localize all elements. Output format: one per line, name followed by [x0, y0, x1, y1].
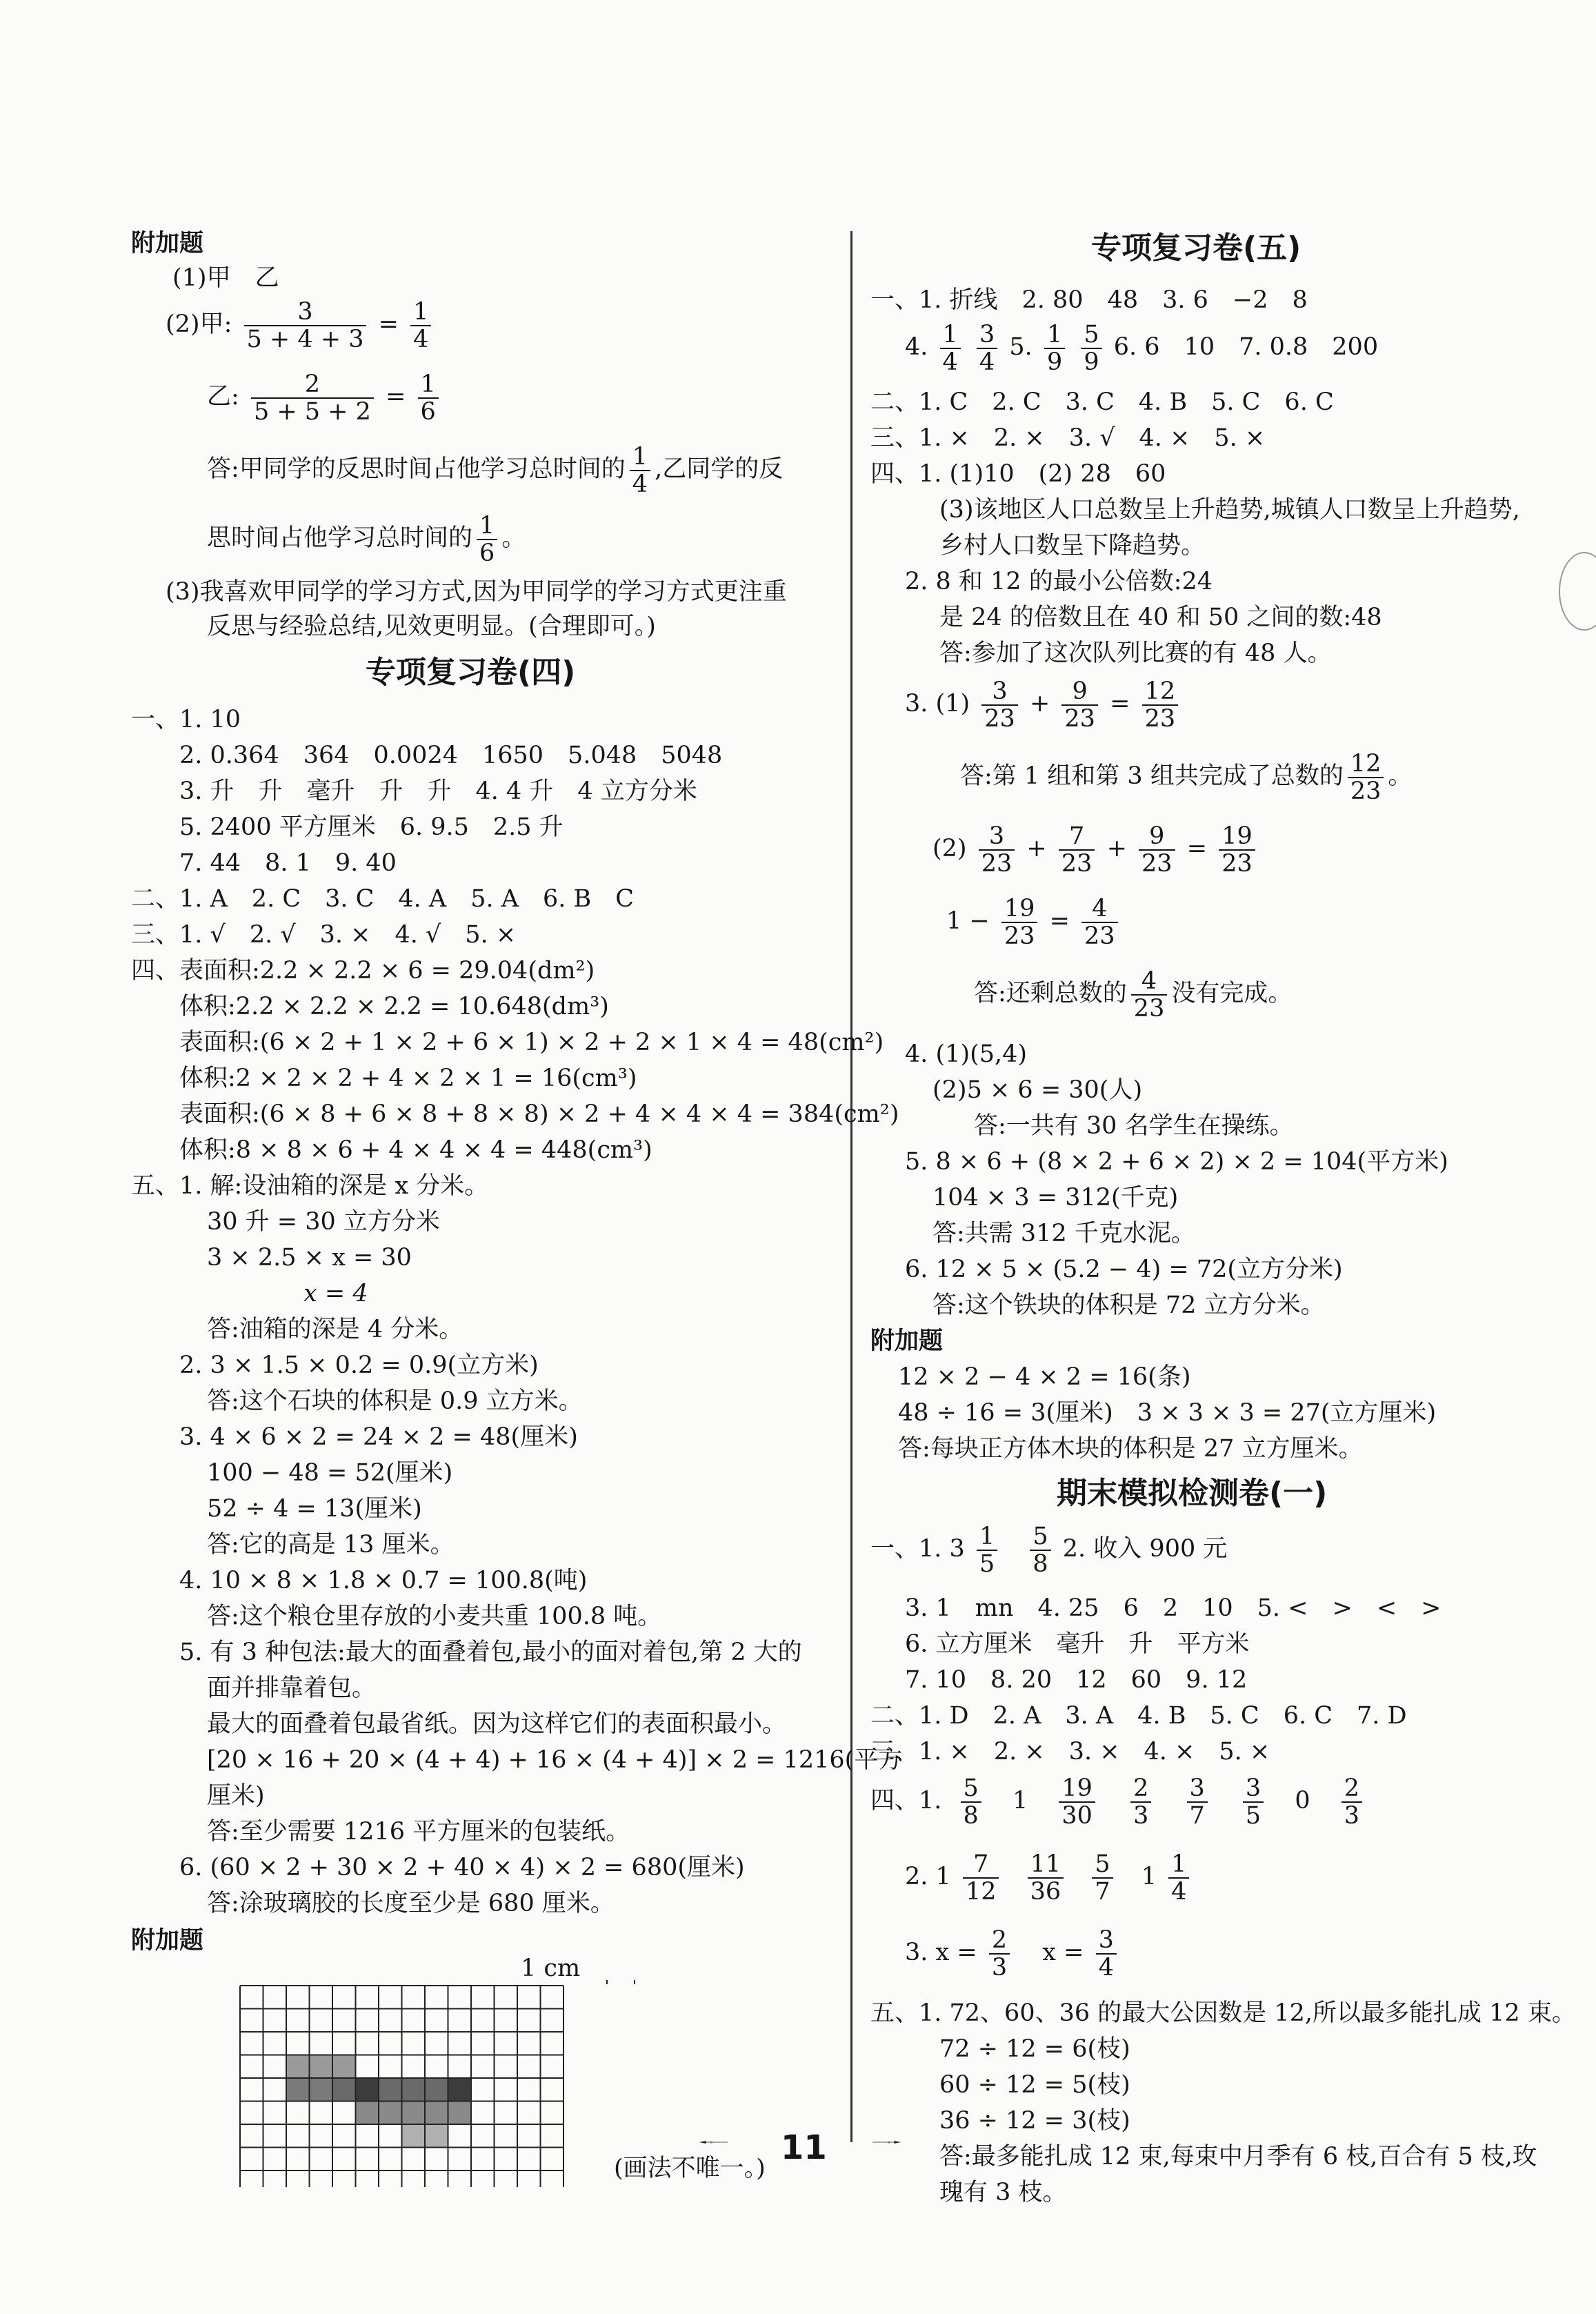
answer-line: 五、1. 72、60、36 的最大公因数是 12,所以最多能扎成 12 束。 [870, 1999, 1576, 2027]
fraction: $\frac{2}{3}$ [1341, 1775, 1362, 1829]
fraction: $\frac{5}{8}$ [961, 1775, 981, 1829]
answer-line: 1 − $\frac{19}{23}$ = $\frac{4}{23}$ [946, 890, 1122, 952]
fraction: $\frac{19}{23}$ [1219, 823, 1255, 877]
answer-line: 体积:2 × 2 × 2 + 4 × 2 × 1 = 16(cm³) [179, 1065, 637, 1092]
fraction: $\frac{5}{9}$ [1081, 322, 1101, 375]
answer-line: 三、1. × 2. × 3. √ 4. × 5. × [870, 424, 1266, 452]
answer-line: 一、1. 10 [131, 706, 241, 733]
answer-line: 2. 0.364 364 0.0024 1650 5.048 5048 [179, 742, 723, 769]
answer-line: 答:这个铁块的体积是 72 立方分米。 [932, 1292, 1325, 1319]
fraction: $\frac{3}{7}$ [1187, 1775, 1208, 1829]
answer-line: 一、1. 3 $\frac{1}{5}$ $\frac{5}{8}$ 2. 收入 900 元 [870, 1522, 1228, 1578]
fraction: $\frac{9}{23}$ [1061, 678, 1098, 732]
answer-line: [20 × 16 + 20 × (4 + 4) + 16 × (4 + 4)] × 2 = 1216(平方 [207, 1746, 903, 1774]
answer-line: 104 × 3 = 312(千克) [932, 1184, 1179, 1212]
shaded-cell [356, 2078, 379, 2102]
fraction: $\frac{1}{4}$ [630, 444, 650, 497]
answer-line: 是 24 的倍数且在 40 和 50 之间的数:48 [939, 604, 1382, 631]
answer-line: 四、1. (1)10 (2) 28 60 [870, 460, 1166, 488]
answer-line: 36 ÷ 12 = 3(枝) [939, 2107, 1130, 2135]
answer-line: 表面积:(6 × 8 + 6 × 8 + 8 × 8) × 2 + 4 × 4 × 4 = 384(cm²) [179, 1100, 899, 1128]
section-title: 期末模拟检测卷(一) [1057, 1476, 1328, 1511]
answer-line: 72 ÷ 12 = 6(枝) [939, 2035, 1130, 2063]
answer-line: 表面积:(6 × 2 + 1 × 2 + 6 × 1) × 2 + 2 × 1 × 4 = 48(cm²) [179, 1029, 884, 1056]
answer-line: 答:一共有 30 名学生在操练。 [974, 1112, 1294, 1140]
shaded-cell [310, 2078, 333, 2102]
answer-line: 3. 1 mn 4. 25 6 2 10 5. < > < > [905, 1594, 1442, 1622]
edge-stamp [1559, 552, 1596, 631]
fraction: $\frac{19}{23}$ [1001, 896, 1038, 949]
answer-line: 答:甲同学的反思时间占他学习总时间的 $\frac{1}{4}$ ,乙同学的反 [207, 442, 784, 498]
answer-line: 60 ÷ 12 = 5(枝) [939, 2071, 1130, 2099]
answer-line: 二、1. D 2. A 3. A 4. B 5. C 6. C 7. D [870, 1702, 1407, 1730]
shaded-cell [425, 2078, 448, 2102]
fraction: $\frac{1}{9}$ [1044, 322, 1065, 375]
fraction: $\frac{5}{7}$ [1092, 1851, 1113, 1905]
grid-note: (画法不唯一。) [614, 2155, 766, 2182]
fraction: $\frac{12}{23}$ [1142, 678, 1179, 732]
page-number: 11 [781, 2128, 827, 2167]
answer-line: 3. 4 × 6 × 2 = 24 × 2 = 48(厘米) [179, 1423, 578, 1451]
answer-line: 三、1. × 2. × 3. × 4. × 5. × [870, 1738, 1270, 1766]
answer-line: 2. 8 和 12 的最小公倍数:24 [905, 568, 1213, 595]
answer-line: (2) $\frac{3}{23}$ + $\frac{7}{23}$ + $\frac{9}{23}$ = $\frac{19}{23}$ [932, 818, 1259, 880]
answer-line: 答:每块正方体木块的体积是 27 立方厘米。 [898, 1435, 1363, 1463]
answer-line: (1)甲 乙 [172, 264, 279, 292]
answer-line: 4. 10 × 8 × 1.8 × 0.7 = 100.8(吨) [179, 1567, 588, 1594]
answer-line: 答:油箱的深是 4 分米。 [207, 1316, 463, 1343]
answer-line: 思时间占他学习总时间的 $\frac{1}{6}$ 。 [207, 511, 526, 567]
shaded-cell [379, 2078, 402, 2102]
answer-line: 答:参加了这次队列比赛的有 48 人。 [939, 640, 1332, 667]
answer-line: 答:共需 312 千克水泥。 [932, 1220, 1195, 1247]
answer-line: 100 − 48 = 52(厘米) [207, 1459, 453, 1487]
answer-line: (3)我喜欢甲同学的学习方式,因为甲同学的学习方式更注重 [166, 578, 787, 606]
answer-line: (2)5 × 6 = 30(人) [932, 1076, 1143, 1104]
fraction: $\frac{3}{5 + 4 + 3}$ [244, 299, 367, 353]
answer-line: 3 × 2.5 × x = 30 [207, 1244, 412, 1272]
answer-line: 答:这个石块的体积是 0.9 立方米。 [207, 1387, 583, 1415]
fraction: $\frac{2}{3}$ [1130, 1775, 1151, 1829]
page-footer [0, 2124, 1596, 2172]
answer-line: 三、1. √ 2. √ 3. × 4. √ 5. × [131, 921, 517, 949]
fraction: $\frac{1}{4}$ [1168, 1851, 1189, 1905]
shaded-cell [448, 2078, 472, 2102]
unit-bracket [607, 1980, 635, 1984]
fraction: $\frac{1}{6}$ [477, 513, 497, 566]
grid-unit-label: 1 cm [521, 1955, 581, 1982]
fraction: $\frac{3}{23}$ [981, 678, 1018, 732]
answer-line: 答:最多能扎成 12 束,每束中月季有 6 枝,百合有 5 枝,玫 [939, 2143, 1537, 2170]
answer-line: 答:第 1 组和第 3 组共完成了总数的 $\frac{12}{23}$ 。 [960, 749, 1413, 805]
fraction: $\frac{2}{5 + 5 + 2}$ [251, 371, 374, 425]
answer-line: 4. $\frac{1}{4}$ $\frac{3}{4}$ 5. $\frac{1}{9}$ $\frac{5}{9}$ 6. 6 10 7. 0.8 200 [905, 320, 1379, 376]
shaded-cell [332, 2055, 356, 2079]
answer-line: 2. 1 $\frac{7}{12}$ $\frac{11}{36}$ $\frac{5}{7}$ 1 $\frac{1}{4}$ [905, 1846, 1193, 1908]
answer-line: 四、表面积:2.2 × 2.2 × 6 = 29.04(dm²) [131, 957, 595, 985]
shaded-cell [332, 2078, 356, 2102]
answer-line: 面并排靠着包。 [207, 1674, 377, 1702]
footer-ornament-left [655, 2140, 772, 2144]
fraction: $\frac{3}{23}$ [979, 823, 1015, 877]
answer-line: 52 ÷ 4 = 13(厘米) [207, 1495, 422, 1523]
answer-line: 一、1. 折线 2. 80 48 3. 6 −2 8 [870, 286, 1308, 314]
answer-line: 二、1. C 2. C 3. C 4. B 5. C 6. C [870, 388, 1334, 416]
fraction: $\frac{19}{30}$ [1059, 1775, 1095, 1829]
answer-line: 体积:8 × 8 × 6 + 4 × 4 × 4 = 448(cm³) [179, 1136, 652, 1164]
shaded-cell [402, 2078, 426, 2102]
answer-line: (3)该地区人口总数呈上升趋势,城镇人口数呈上升趋势, [939, 496, 1520, 524]
answer-line: 厘米) [207, 1782, 265, 1810]
shaded-cell [448, 2102, 472, 2125]
answer-line: 反思与经验总结,见效更明显。(合理即可。) [207, 613, 656, 640]
answer-line: 瑰有 3 枝。 [939, 2179, 1067, 2206]
answer-line: 3. x = $\frac{2}{3}$ x = $\frac{3}{4}$ [905, 1921, 1121, 1984]
answer-line: x = 4 [303, 1280, 368, 1307]
answer-line: 答:还剩总数的 $\frac{4}{23}$ 没有完成。 [974, 967, 1293, 1022]
extra-section-label: 附加题 [131, 1927, 204, 1955]
answer-line: 3. 升 升 毫升 升 升 4. 4 升 4 立方分米 [179, 778, 697, 805]
shaded-cell [425, 2102, 448, 2125]
answer-line: 5. 有 3 种包法:最大的面叠着包,最小的面对着包,第 2 大的 [179, 1639, 802, 1666]
answer-line: 2. 3 × 1.5 × 0.2 = 0.9(立方米) [179, 1352, 539, 1379]
answer-line: 答:它的高是 13 厘米。 [207, 1531, 455, 1559]
answer-line: 乙: $\frac{2}{5 + 5 + 2}$ = $\frac{1}{6}$ [207, 366, 443, 428]
answer-line: 4. (1)(5,4) [905, 1040, 1028, 1068]
answer-line: 答:涂玻璃胶的长度至少是 680 厘米。 [207, 1890, 615, 1917]
fraction: $\frac{5}{8}$ [1030, 1523, 1050, 1577]
fraction: $\frac{7}{23}$ [1059, 823, 1095, 877]
answer-line: 12 × 2 − 4 × 2 = 16(条) [898, 1363, 1191, 1391]
fraction: $\frac{1}{4}$ [940, 322, 961, 375]
fraction: $\frac{3}{5}$ [1243, 1775, 1264, 1829]
answer-line: 5. 8 × 6 + (8 × 2 + 6 × 2) × 2 = 104(平方米) [905, 1148, 1448, 1176]
fraction: $\frac{1}{4}$ [410, 299, 431, 353]
answer-line: 6. (60 × 2 + 30 × 2 + 40 × 4) × 2 = 680(厘米) [179, 1854, 745, 1881]
answer-line: 48 ÷ 16 = 3(厘米) 3 × 3 × 3 = 27(立方厘米) [898, 1399, 1437, 1427]
section-title: 专项复习卷(四) [366, 655, 576, 690]
answer-line: 最大的面叠着包最省纸。因为这样它们的表面积最小。 [207, 1710, 787, 1738]
fraction: $\frac{11}{36}$ [1028, 1851, 1064, 1905]
answer-line: 体积:2.2 × 2.2 × 2.2 = 10.648(dm³) [179, 993, 609, 1020]
answer-line: 30 升 = 30 立方分米 [207, 1208, 440, 1236]
fraction: $\frac{9}{23}$ [1139, 823, 1175, 877]
answer-line: 答:至少需要 1216 平方厘米的包装纸。 [207, 1818, 630, 1846]
fraction: $\frac{4}{23}$ [1081, 896, 1118, 949]
answer-line: 四、1. $\frac{5}{8}$ 1 $\frac{19}{30}$ $\frac{2}{3}$ $\frac{3}{7}$ $\frac{3}{5}$ 0 $\frac{2}{3}$ [870, 1770, 1366, 1832]
extra-section-label: 附加题 [131, 230, 204, 257]
fraction: $\frac{1}{5}$ [977, 1523, 997, 1577]
column-divider [850, 231, 852, 2142]
fraction: $\frac{2}{3}$ [989, 1927, 1010, 1981]
answer-line: 6. 12 × 5 × (5.2 − 4) = 72(立方分米) [905, 1256, 1343, 1283]
answer-line: 答:这个粮仓里存放的小麦共重 100.8 吨。 [207, 1603, 662, 1630]
answer-line: 7. 10 8. 20 12 60 9. 12 [905, 1666, 1248, 1694]
shaded-cell [310, 2055, 333, 2079]
answer-line: 6. 立方厘米 毫升 升 平方米 [905, 1630, 1250, 1658]
answer-line: 二、1. A 2. C 3. C 4. A 5. A 6. B C [131, 885, 635, 913]
section-title: 专项复习卷(五) [1091, 230, 1301, 266]
footer-ornament-right [828, 2140, 945, 2144]
fraction: $\frac{7}{12}$ [963, 1851, 999, 1905]
shaded-cell [356, 2102, 379, 2125]
extra-section-label: 附加题 [870, 1327, 944, 1355]
answer-line: 五、1. 解:设油箱的深是 x 分米。 [131, 1172, 489, 1200]
answer-line: 7. 44 8. 1 9. 40 [179, 849, 397, 877]
answer-line: 5. 2400 平方厘米 6. 9.5 2.5 升 [179, 813, 563, 841]
shaded-cell [286, 2055, 310, 2079]
fraction: $\frac{3}{4}$ [1096, 1927, 1117, 1981]
shaded-cell [286, 2078, 310, 2102]
shaded-cell [379, 2102, 402, 2125]
shaded-cell [402, 2102, 426, 2125]
answer-line: 3. (1) $\frac{3}{23}$ + $\frac{9}{23}$ = $\frac{12}{23}$ [905, 673, 1182, 735]
fraction: $\frac{4}{23}$ [1131, 968, 1168, 1022]
answer-line: 乡村人口数呈下降趋势。 [939, 532, 1206, 560]
fraction: $\frac{3}{4}$ [977, 322, 997, 375]
fraction: $\frac{12}{23}$ [1348, 751, 1384, 804]
fraction: $\frac{1}{6}$ [418, 371, 439, 425]
answer-line: (2)甲: $\frac{3}{5 + 4 + 3}$ = $\frac{1}{4}$ [166, 293, 435, 355]
